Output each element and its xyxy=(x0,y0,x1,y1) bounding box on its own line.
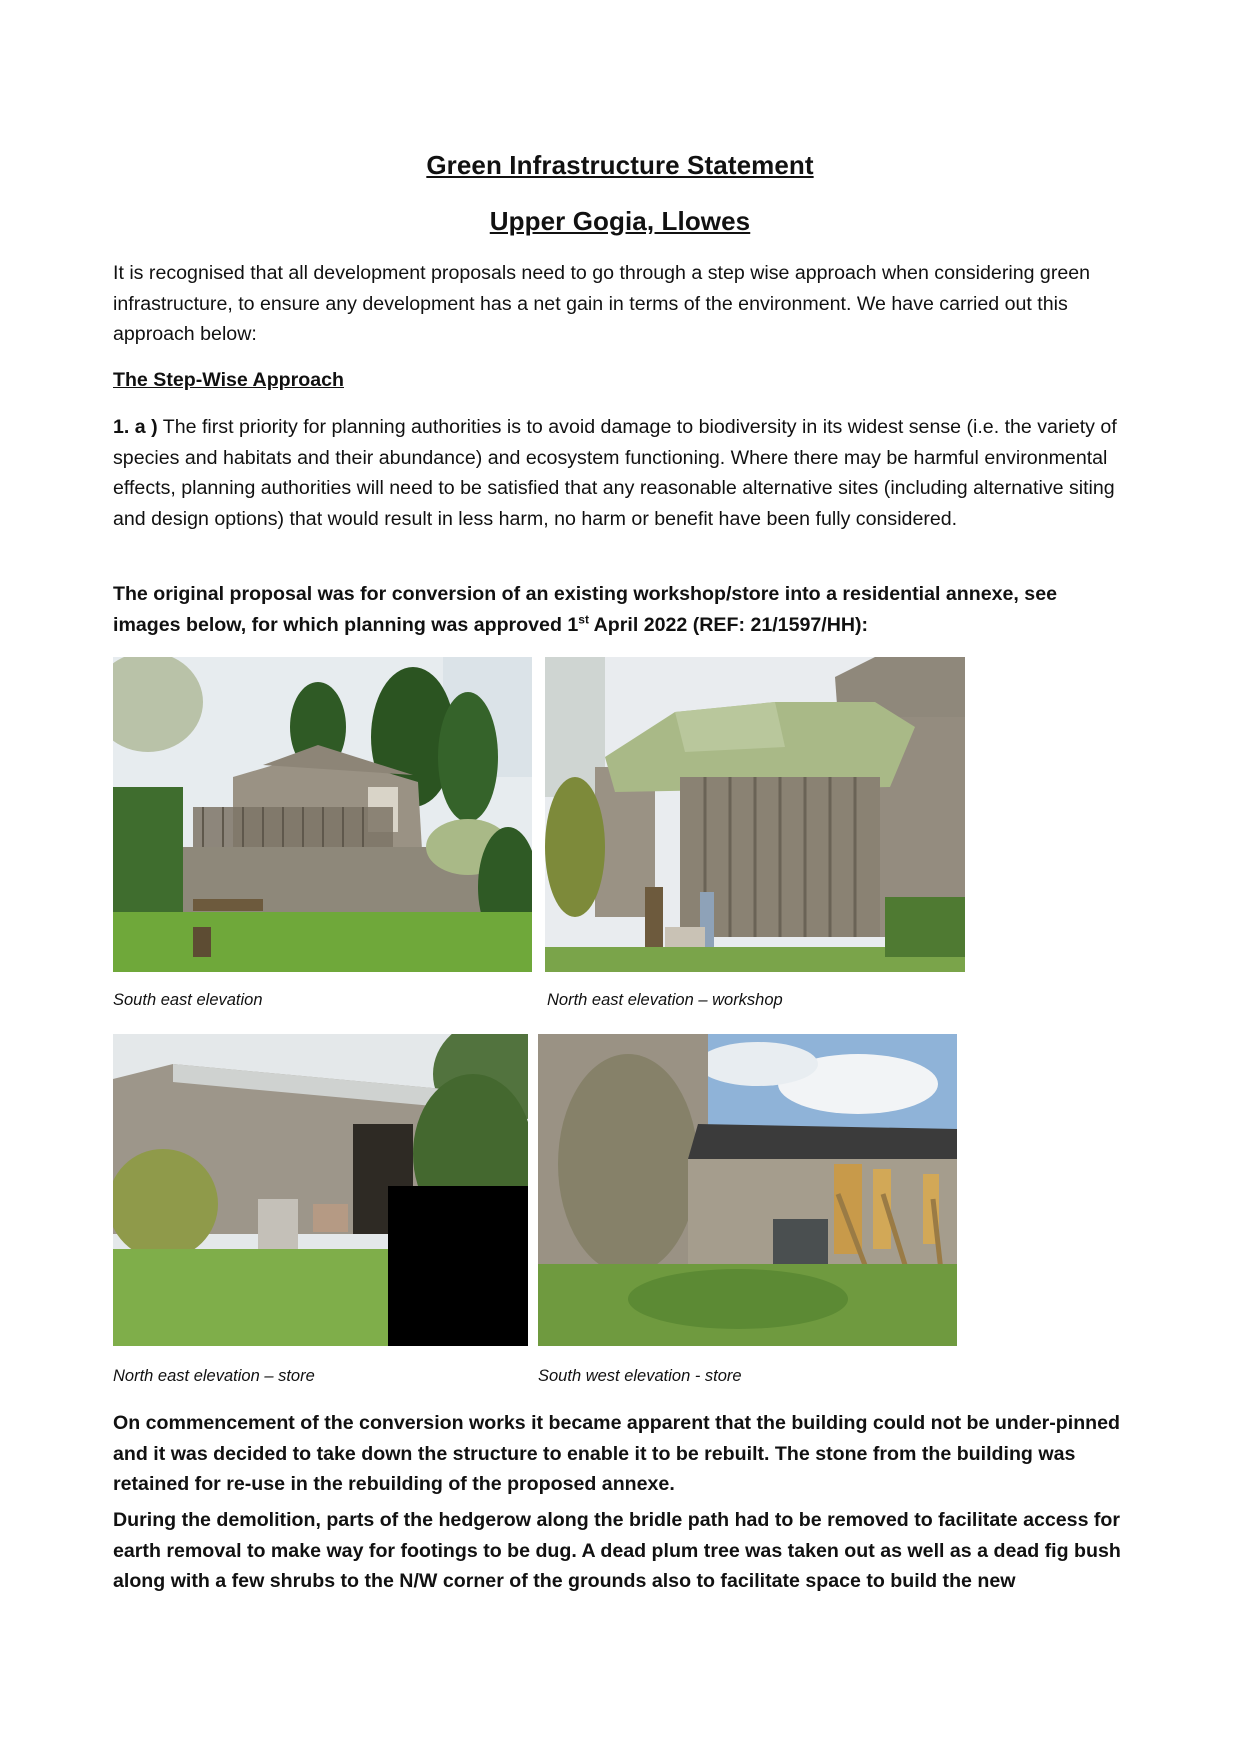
redaction-block xyxy=(388,1186,528,1346)
photo-south-west-store xyxy=(538,1034,957,1346)
commencement-paragraph: On commencement of the conversion works it became apparent that the building could not be under-pinned and it was decided to take down the structure to enable it to be rebuilt. The stone from the building was retained for re-use in the rebuilding of the proposed annexe. xyxy=(113,1412,1121,1495)
intro-paragraph: It is recognised that all development proposals need to go through a step wise approach when considering green infrastructure, to ensure any development has a net gain in terms of the environment. We have carried out this approach below: xyxy=(113,262,1091,345)
photo-caption: South west elevation - store xyxy=(538,1367,742,1385)
document-title: Green Infrastructure Statement xyxy=(426,150,814,180)
photo-north-east-workshop xyxy=(545,657,965,972)
photo-caption: North east elevation – store xyxy=(113,1367,315,1385)
step-1a-label: 1. a ) xyxy=(113,416,158,438)
document-subtitle: Upper Gogia, Llowes xyxy=(489,206,751,236)
photo-caption: North east elevation – workshop xyxy=(547,991,783,1009)
original-proposal-text-2: April 2022 (REF: 21/1597/HH): xyxy=(588,613,869,636)
photo-south-east-elevation xyxy=(113,657,532,972)
ordinal-suffix: st xyxy=(578,611,589,626)
photo-caption: South east elevation xyxy=(113,991,263,1009)
demolition-paragraph: During the demolition, parts of the hedgerow along the bridle path had to be removed to facilitate access for earth removal to make way for footings to be dug. A dead plum tree was taken out as well as a dead fig bush along with a few shrubs to the N/W corner of the grounds also to facilitate space to build the new xyxy=(113,1509,1121,1592)
step-1a-paragraph xyxy=(113,412,1123,534)
section-heading: The Step-Wise Approach xyxy=(113,369,344,391)
original-proposal-paragraph xyxy=(113,579,1123,640)
original-proposal-text-1: The original proposal was for conversion of an existing workshop/store into a residential annexe, see images below, for which planning was approved 1 xyxy=(113,583,1057,636)
step-1a-text: The first priority for planning authorities is to avoid damage to biodiversity in its widest sense (i.e. the variety of species and habitats and their abundance) and ecosystem functioning. Where there may be harmful environmental effects, planning authorities will need to be satisfied that any reasonable alternative sites (including alternative siting and design options) that would result in less harm, no harm or benefit have been fully considered. xyxy=(113,416,1117,530)
photo-north-east-store xyxy=(113,1034,528,1346)
